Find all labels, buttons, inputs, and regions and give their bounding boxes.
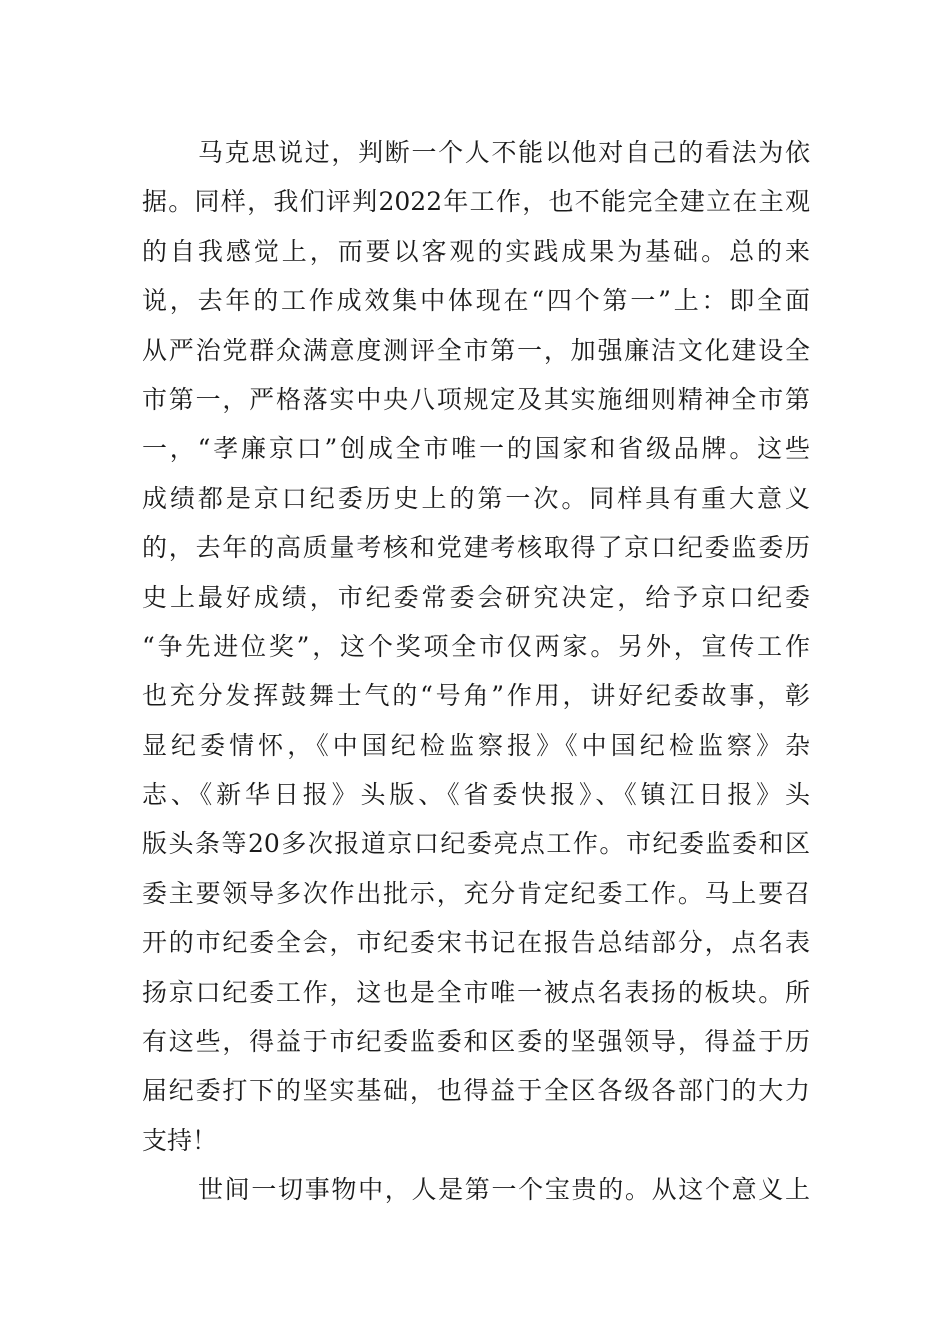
paragraph-1-line-4: 说，去年的工作成效集中体现在“四个第一”上：即全面 [142, 286, 810, 316]
paragraph-1-line-13: 显纪委情怀，《中国纪检监察报》《中国纪检监察》杂 [142, 730, 810, 760]
paragraph-1-line-8: 成绩都是京口纪委历史上的第一次。同样具有重大意义 [142, 483, 810, 513]
paragraph-1-line-12: 也充分发挥鼓舞士气的“号角”作用，讲好纪委故事，彰 [142, 681, 810, 711]
paragraph-1-line-15: 版头条等20多次报道京口纪委亮点工作。市纪委监委和区 [142, 829, 810, 859]
paragraph-2-line-1: 世间一切事物中，人是第一个宝贵的。从这个意义上 [198, 1175, 810, 1205]
paragraph-1-line-11: “争先进位奖”，这个奖项全市仅两家。另外，宣传工作 [142, 631, 810, 661]
paragraph-1-line-6: 市第一，严格落实中央八项规定及其实施细则精神全市第 [142, 384, 810, 414]
paragraph-1-line-5: 从严治党群众满意度测评全市第一，加强廉洁文化建设全 [142, 335, 810, 365]
paragraph-1-line-14: 志、《新华日报》头版、《省委快报》、《镇江日报》头 [142, 780, 810, 810]
paragraph-1-line-18: 扬京口纪委工作，这也是全市唯一被点名表扬的板块。所 [142, 977, 810, 1007]
paragraph-1-line-2: 据。同样，我们评判2022年工作，也不能完全建立在主观 [142, 187, 810, 217]
paragraph-1-line-21: 支持！ [142, 1125, 218, 1155]
paragraph-1-line-3: 的自我感觉上，而要以客观的实践成果为基础。总的来 [142, 236, 810, 266]
paragraph-1-line-7: 一，“孝廉京口”创成全市唯一的国家和省级品牌。这些 [142, 434, 810, 464]
paragraph-1-line-16: 委主要领导多次作出批示，充分肯定纪委工作。马上要召 [142, 878, 810, 908]
paragraph-1-line-20: 届纪委打下的坚实基础，也得益于全区各级各部门的大力 [142, 1076, 810, 1106]
paragraph-1-line-10: 史上最好成绩，市纪委常委会研究决定，给予京口纪委 [142, 582, 810, 612]
body-text [142, 128, 810, 1215]
paragraph-1-line-17: 开的市纪委全会，市纪委宋书记在报告总结部分，点名表 [142, 928, 810, 958]
paragraph-1-line-1: 马克思说过，判断一个人不能以他对自己的看法为依 [198, 138, 810, 167]
paragraph-1-line-19: 有这些，得益于市纪委监委和区委的坚强领导，得益于历 [142, 1027, 810, 1057]
paragraph-1-line-9: 的，去年的高质量考核和党建考核取得了京口纪委监委历 [142, 533, 810, 563]
